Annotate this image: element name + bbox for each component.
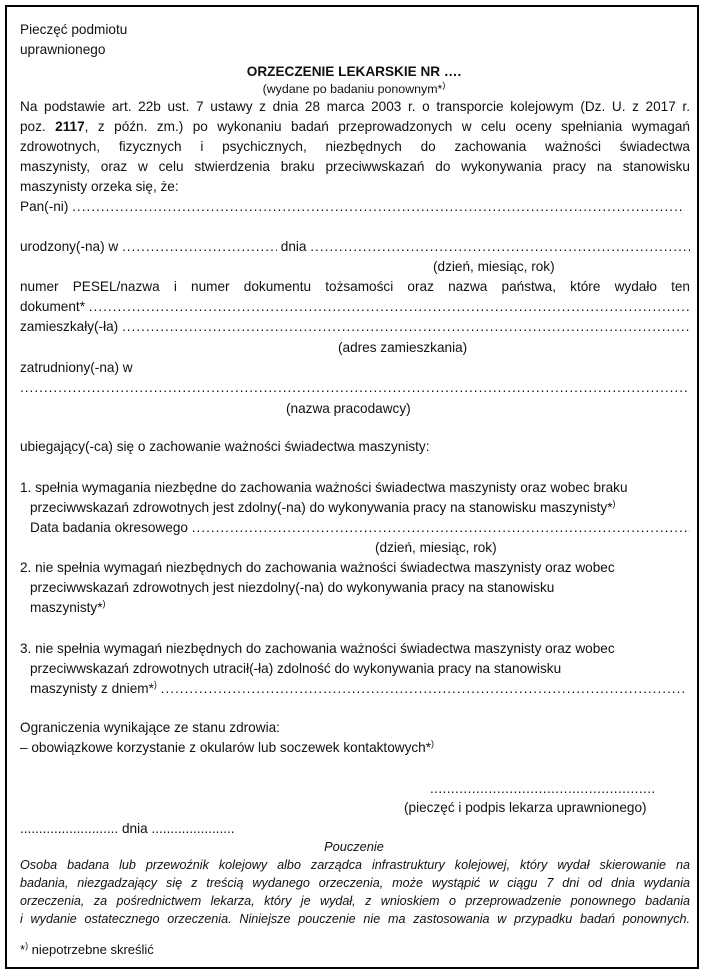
intro-line-5: maszynisty orzeka się, że: xyxy=(20,179,179,194)
birth-field[interactable] xyxy=(20,238,690,256)
address-label: zamieszkały(-ła) xyxy=(20,319,119,334)
notice-line-2: badania, niezgadzający się z treścią wydanego orzeczenia, może wystąpić w ciągu 7 dni od dnia wydania xyxy=(20,876,690,890)
issue-date-field[interactable]: .......................... dnia ...................... xyxy=(20,821,235,836)
notice-heading: Pouczenie xyxy=(324,839,384,854)
name-label: Pan(-ni) xyxy=(20,199,69,214)
loss-date-label: maszynisty z dniem*) xyxy=(30,679,157,696)
intro-line-3: zdrowotnych, fizycznych i psychicznych, niezbędnych do zachowania ważności świadectwa xyxy=(20,139,690,154)
option-2-line-2: przeciwwskazań zdrowotnych jest niezdolny(-na) do wykonywania pracy na stanowisku xyxy=(30,580,555,595)
address-field[interactable] xyxy=(20,318,690,336)
pesel-line-1: numer PESEL/nazwa i numer dokumentu tożsamości oraz nazwa państwa, które wydało ten xyxy=(20,279,690,294)
intro-line-2: poz. 2117, z późn. zm.) po wykonaniu badań przeprowadzonych w celu oceny spełniania wymagań xyxy=(20,119,690,134)
loss-date-field[interactable] xyxy=(30,680,685,698)
notice-line-1: Osoba badana lub przewoźnik kolejowy albo zarządca infrastruktury kolejowej, który wydał skierowanie na xyxy=(20,858,690,872)
employer-hint: (nazwa pracodawcy) xyxy=(286,401,411,416)
name-dots xyxy=(72,198,685,216)
address-dots xyxy=(122,318,690,336)
birth-date-label: dnia xyxy=(280,239,307,254)
option-3-line-2: przeciwwskazań zdrowotnych utracił(-ła) zdolność do wykonywania pracy na stanowisku xyxy=(30,661,562,676)
loss-date-dots xyxy=(161,680,685,698)
applying-statement: ubiegający(-ca) się o zachowanie ważności świadectwa maszynisty: xyxy=(20,439,430,454)
document-subtitle: (wydane po badaniu ponownym*) xyxy=(262,79,446,96)
option-2-line-3: maszynisty*) xyxy=(30,598,106,615)
stamp-label-line2: uprawnionego xyxy=(20,42,106,57)
limitations-heading: Ograniczenia wynikające ze stanu zdrowia: xyxy=(20,720,280,735)
notice-line-4: i wydanie ostatecznego orzeczenia. Niniejsze pouczenie nie ma zastosowania w przypadku badań ponownych. xyxy=(20,912,690,926)
notice-line-3: orzeczenia, za pośrednictwem lekarza, który je wydał, z wnioskiem o przeprowadzenie ponownego badania xyxy=(20,894,690,908)
birth-date-hint: (dzień, miesiąc, rok) xyxy=(433,259,555,274)
option-2-line-1: 2. nie spełnia wymagań niezbędnych do zachowania ważności świadectwa maszynisty oraz wobec xyxy=(20,560,615,575)
employer-dots xyxy=(20,379,690,397)
periodic-exam-date-field[interactable] xyxy=(30,519,690,537)
stamp-label-line1: Pieczęć podmiotu xyxy=(20,22,128,37)
periodic-exam-date-label: Data badania okresowego xyxy=(30,520,188,535)
birth-date-dots xyxy=(310,238,690,256)
option-1-line-2: przeciwwskazań zdrowotnych jest zdolny(-na) do wykonywania pracy na stanowisku maszynisty*) xyxy=(30,498,616,515)
periodic-exam-date-dots xyxy=(192,519,690,537)
footnote: *) niepotrzebne skreślić xyxy=(20,940,154,957)
pesel-field[interactable] xyxy=(20,298,690,316)
signature-dots[interactable]: ...................................................... xyxy=(430,781,656,796)
document-title: ORZECZENIE LEKARSKIE NR …. xyxy=(246,64,462,79)
birth-place-label: urodzony(-na) w xyxy=(20,239,119,254)
employer-label: zatrudniony(-na) w xyxy=(20,360,133,375)
limitations-item: – obowiązkowe korzystanie z okularów lub soczewek kontaktowych*) xyxy=(20,738,435,755)
intro-line-1: Na podstawie art. 22b ust. 7 ustawy z dnia 28 marca 2003 r. o transporcie kolejowym (Dz. U. z 2017 r. xyxy=(20,99,690,114)
name-field[interactable] xyxy=(20,198,685,216)
periodic-exam-date-hint: (dzień, miesiąc, rok) xyxy=(375,540,497,555)
option-3-line-1: 3. nie spełnia wymagań niezbędnych do zachowania ważności świadectwa maszynisty oraz wobec xyxy=(20,641,615,656)
address-hint: (adres zamieszkania) xyxy=(338,340,468,355)
signature-hint: (pieczęć i podpis lekarza uprawnionego) xyxy=(404,800,647,815)
pesel-label: dokument* xyxy=(20,299,85,314)
birth-place-dots xyxy=(122,238,277,256)
employer-field[interactable] xyxy=(20,379,690,397)
option-1-line-1: 1. spełnia wymagania niezbędne do zachowania ważności świadectwa maszynisty oraz wobec braku xyxy=(20,480,628,495)
pesel-dots xyxy=(89,298,690,316)
intro-line-4: maszynisty, oraz w celu stwierdzenia braku przeciwwskazań do wykonywania pracy na stanowisku xyxy=(20,159,690,174)
